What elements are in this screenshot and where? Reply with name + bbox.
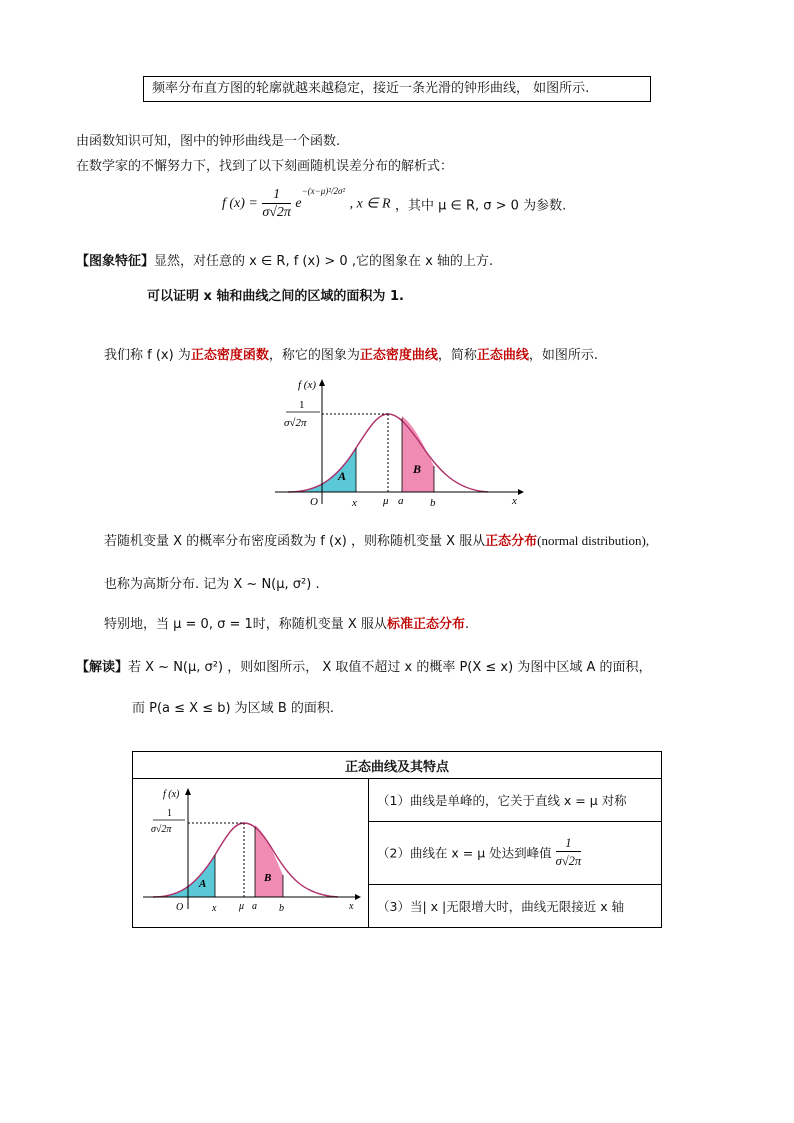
y-axis-arrow — [319, 379, 325, 386]
interp-text: 若 X ~ N(μ, σ²) ，则如图所示， X 取值不超过 x 的概率 P(X ≤ x) 为图中区域 A 的面积， — [128, 660, 652, 675]
table-region-b-label: B — [264, 872, 272, 884]
density-formula — [222, 186, 566, 222]
def-p2: (normal distribution), — [537, 533, 650, 548]
table-fx-label: f (x) — [163, 789, 180, 800]
standard-p2: . — [464, 617, 470, 632]
axis-x-label: x — [512, 495, 517, 507]
table-b-tick-label: b — [279, 903, 284, 914]
normal-curve-graph — [270, 374, 530, 514]
a-tick-label: a — [398, 495, 404, 507]
table-row — [133, 779, 662, 822]
naming-p3: ，简称 — [437, 348, 477, 363]
standard-p1: 特别地，当 μ = 0, σ = 1时，称随机变量 X 服从 — [104, 617, 387, 632]
table-region-a-label: A — [199, 878, 207, 890]
table-row3-cell: （3）当| x |无限增大时，曲线无限接近 x 轴 — [369, 885, 662, 928]
standard-line — [104, 613, 469, 632]
table-x-arrow — [355, 894, 361, 900]
feature-text: 显然，对任意的 x ∈ R, f (x) > 0 ,它的图象在 x 轴的上方. — [154, 254, 494, 269]
term-normal-distribution: 正态分布 — [485, 534, 538, 549]
area-note: 可以证明 x 轴和曲线之间的区域的面积为 1. — [147, 289, 404, 304]
formula-params: ，其中 μ ∈ R, σ > 0 为参数. — [394, 198, 567, 214]
peak-num: 1 — [299, 399, 305, 411]
interp-line — [76, 656, 652, 675]
table-peak-num: 1 — [167, 808, 172, 819]
table-a-tick-label: a — [252, 901, 257, 912]
def-p1: 若随机变量 X 的概率分布密度函数为 f (x) ，则称随机变量 X 服从 — [104, 534, 486, 549]
feature-tag: 【图象特征】 — [76, 254, 155, 269]
formula-domain: , x ∈ R — [349, 196, 391, 212]
table-graph-cell — [133, 779, 369, 928]
term-density-curve: 正态密度曲线 — [359, 348, 438, 363]
table-axis-x-label: x — [349, 901, 354, 912]
naming-p2: ，称它的图象为 — [268, 348, 360, 363]
region-a-label: A — [338, 469, 347, 483]
line-1: 由函数知识可知，图中的钟形曲线是一个函数. — [76, 134, 341, 149]
table-row1-cell: （1）曲线是单峰的，它关于直线 x = μ 对称 — [369, 779, 662, 822]
intro-text: 频率分布直方图的轮廓就越来越稳定，接近一条光滑的钟形曲线， 如图所示. — [152, 81, 590, 96]
term-density-function: 正态密度函数 — [190, 348, 269, 363]
region-b-fill — [402, 416, 434, 492]
table-normal-curve — [153, 823, 338, 897]
table-peak-den: σ√2π — [151, 824, 172, 835]
interp-line-2: 而 P(a ≤ X ≤ b) 为区域 B 的面积. — [132, 701, 335, 716]
row2-text: （2）曲线在 x = μ 处达到峰值 — [377, 845, 552, 861]
formula-exp-base: e — [295, 196, 302, 211]
definition-line — [104, 530, 649, 549]
table-mu-tick-label: μ — [239, 901, 245, 912]
term-normal-curve: 正态曲线 — [476, 348, 529, 363]
origin-label: O — [310, 496, 318, 508]
term-standard-normal: 标准正态分布 — [386, 617, 465, 632]
feature-line — [76, 250, 493, 269]
table-region-a-fill — [155, 855, 215, 897]
table-normal-curve-graph — [133, 781, 368, 921]
line-2: 在数学家的不懈努力下，找到了以下刻画随机误差分布的解析式： — [76, 159, 454, 174]
intro-box — [143, 76, 651, 102]
table-origin-label: O — [176, 902, 184, 913]
naming-line — [104, 344, 598, 363]
formula-num: 1 — [262, 187, 291, 204]
peak-den: σ√2π — [284, 417, 307, 429]
region-b-label: B — [413, 462, 422, 476]
table-y-arrow — [185, 788, 191, 795]
features-table — [132, 751, 662, 928]
formula-lhs: f (x) = — [222, 196, 258, 211]
fx-label: f (x) — [298, 379, 317, 391]
table-title: 正态曲线及其特点 — [133, 752, 662, 779]
row2-fraction — [556, 835, 582, 870]
x-tick-label: x — [352, 497, 357, 509]
region-a-fill — [290, 448, 356, 492]
formula-fraction — [262, 187, 291, 222]
table-region-b-fill — [255, 825, 283, 897]
formula-den: σ√2π — [262, 204, 291, 220]
b-tick-label: b — [430, 497, 436, 509]
row2-den: σ√2π — [555, 854, 582, 869]
naming-p4: ，如图所示. — [528, 348, 599, 363]
table-x-tick-label: x — [212, 903, 217, 914]
naming-p1: 我们称 f (x) 为 — [104, 348, 191, 363]
normal-curve — [288, 414, 488, 492]
table-header-row — [133, 752, 662, 779]
mu-tick-label: μ — [383, 495, 389, 507]
gauss-line: 也称为高斯分布. 记为 X ~ N(μ, σ²) . — [104, 577, 320, 592]
table-row2-cell — [369, 821, 662, 885]
interp-tag: 【解读】 — [76, 660, 129, 675]
row2-num: 1 — [556, 835, 582, 852]
formula-exponent: −(x−μ)²/2σ² — [301, 186, 346, 196]
x-axis-arrow — [518, 489, 524, 495]
